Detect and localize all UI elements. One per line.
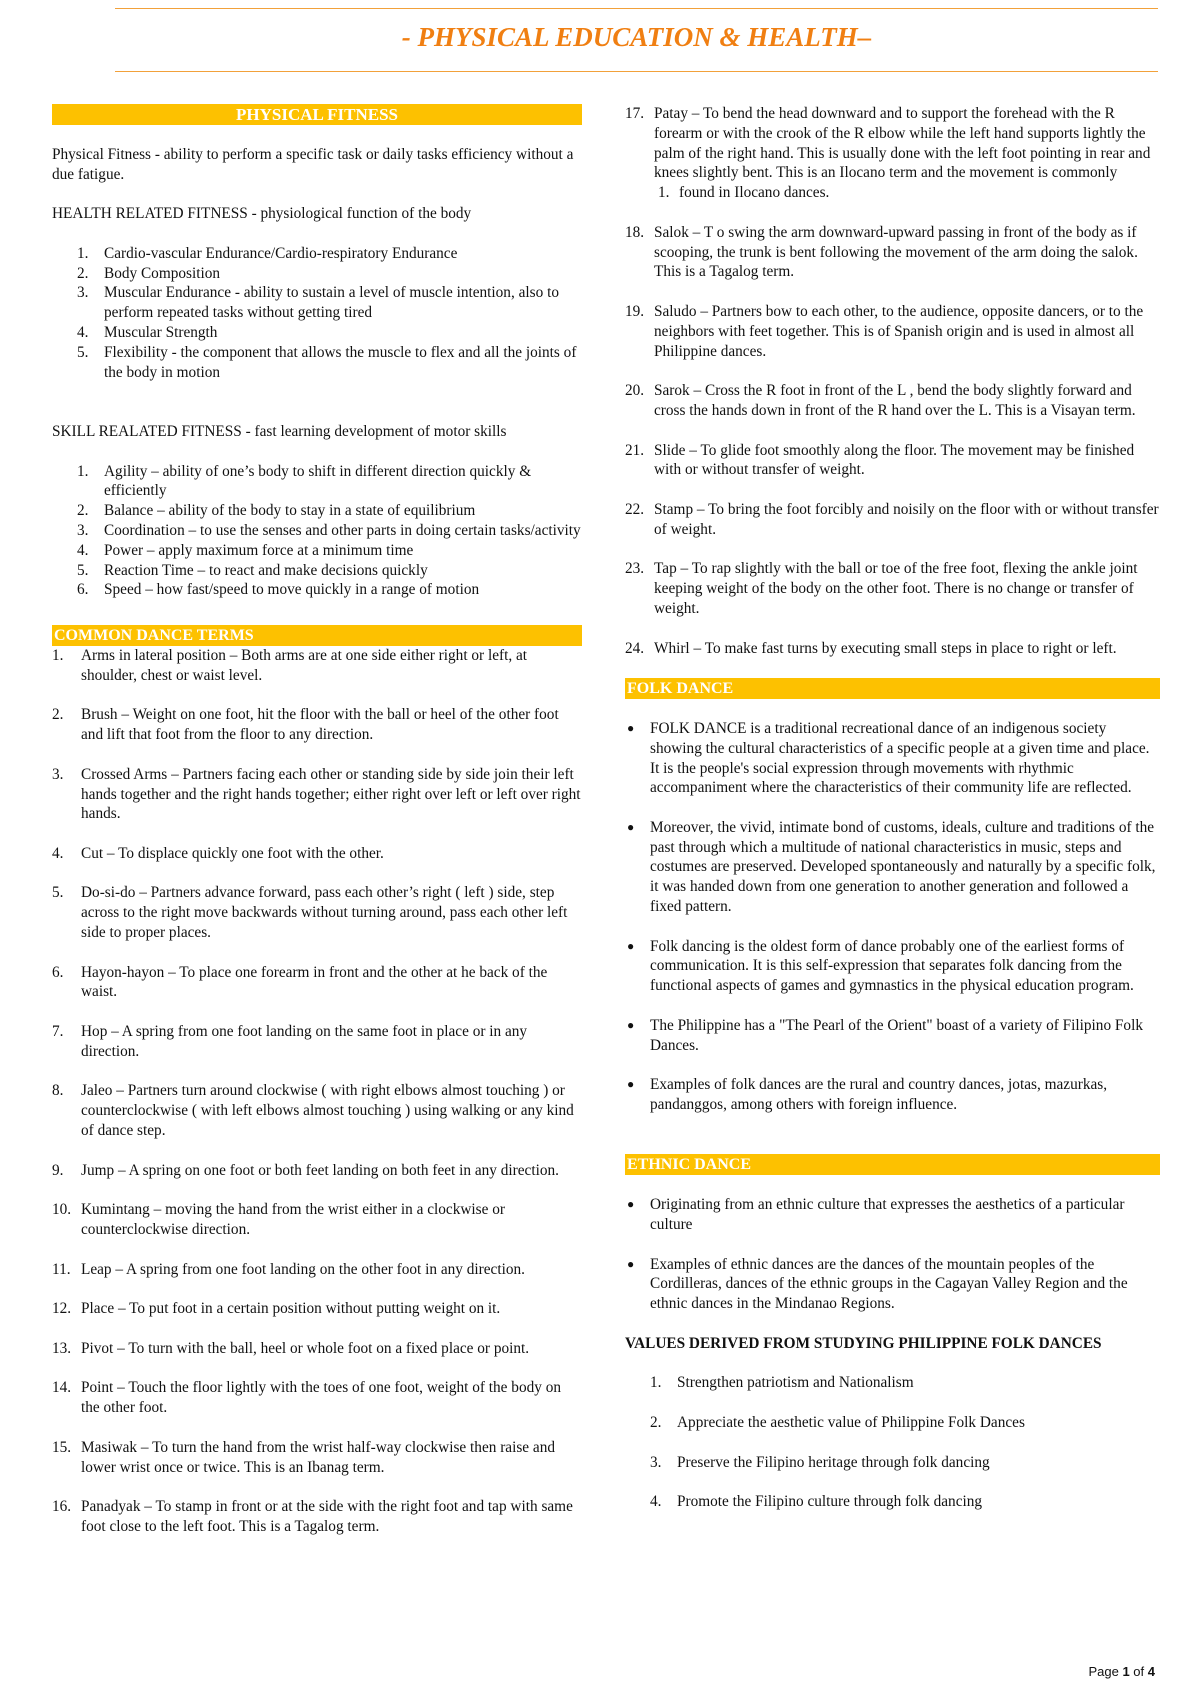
values-list	[625, 1373, 1160, 1512]
bullet-icon: ●	[627, 819, 635, 834]
list-item: 17. Patay – To bend the head downward and to support the forehead with the R forearm or with the crook of the R elbow while the left hand supports lightly the palm of the right hand. This is usually done with the left foot pointing in rear and knees slightly bent. This is an Ilocano term and the movement is commonly 1. found in Ilocano dances.	[625, 104, 1160, 203]
list-item: 9. Jump – A spring on one foot or both feet landing on both feet in any direction.	[52, 1161, 559, 1179]
list-item: ● FOLK DANCE is a traditional recreational dance of an indigenous society showing the cultural characteristics of a specific people at a given time and place. It is the people's social expression through movements with rhythmic accompaniment where the characteristics of their community life are reflected.	[627, 719, 1150, 797]
bullet-icon: ●	[627, 1077, 635, 1092]
list-item: 16. Panadyak – To stamp in front or at the side with the right foot and tap with same foot close to the left foot. This is a Tagalog term.	[52, 1498, 573, 1535]
list-item: 18. Salok – T o swing the arm downward-upward passing in front of the body as if scooping, the trunk is bent following the movement of the arm doing the salok. This is a Tagalog term.	[625, 223, 1138, 281]
bullet-icon: ●	[627, 1017, 635, 1032]
list-item: 13. Pivot – To turn with the ball, heel or whole foot on a fixed place or point.	[52, 1339, 530, 1357]
list-item: ● Examples of folk dances are the rural and country dances, jotas, mazurkas, pandanggos, among others with foreign influence.	[627, 1076, 1108, 1114]
list-item: 1. Arms in lateral position – Both arms are at one side either right or left, at shoulder, chest or waist level.	[52, 646, 528, 684]
list-item: 5. Do-si-do – Partners advance forward, pass each other’s right ( left ) side, step across to the right move backwards without turning around, pass each other left side to proper places.	[52, 884, 568, 942]
list-item: 15. Masiwak – To turn the hand from the wrist half-way clockwise then raise and lower wrist once or twice. This is an Ibanag term.	[52, 1438, 555, 1476]
skill-related-heading: SKILL REALATED FITNESS - fast learning development of motor skills	[52, 422, 507, 440]
list-item: 2. Appreciate the aesthetic value of Philippine Folk Dances	[650, 1414, 1025, 1431]
left-column	[52, 104, 582, 1537]
list-item: 2. Body Composition	[77, 264, 221, 282]
list-item: 2. Brush – Weight on one foot, hit the floor with the ball or heel of the other foot and lift that foot from the floor to any direction.	[52, 706, 559, 744]
list-item: 23. Tap – To rap slightly with the ball or toe of the free foot, flexing the ankle joint keeping weight of the body on the other foot. There is no change or transfer of weight.	[625, 560, 1138, 617]
list-item: ● Moreover, the vivid, intimate bond of customs, ideals, culture and traditions of the past through which a multitude of national characteristics in music, steps and costumes are preserved. Developed spontaneously and naturally by a specific folk, it was handed down from one generation to another generation and followed a fixed pattern.	[627, 818, 1156, 916]
header-bottom-rule	[115, 71, 1158, 72]
list-item: 3. Coordination – to use the senses and other parts in doing certain tasks/activity	[77, 521, 581, 539]
folk-dance-list	[625, 719, 1160, 1115]
physical-fitness-definition: Physical Fitness - ability to perform a specific task or daily tasks efficiency without a due fatigue.	[52, 145, 574, 183]
list-item: 1. found in Ilocano dances.	[658, 184, 830, 202]
list-item: 8. Jaleo – Partners turn around clockwise ( with right elbows almost touching ) or counterclockwise ( with left elbows almost touching ) using walking or any kind of dance step.	[52, 1082, 574, 1140]
skill-related-list	[52, 462, 582, 601]
health-related-list	[52, 244, 582, 383]
list-item: ● Originating from an ethnic culture that expresses the aesthetics of a particular culture	[627, 1196, 1125, 1234]
list-item: 1. Cardio-vascular Endurance/Cardio-respiratory Endurance	[77, 244, 458, 262]
header-top-rule	[115, 8, 1158, 9]
list-item: 5. Flexibility - the component that allows the muscle to flex and all the joints of the body in motion	[77, 343, 577, 381]
values-heading: VALUES DERIVED FROM STUDYING PHILIPPINE FOLK DANCES	[625, 1334, 1102, 1352]
page-title: - PHYSICAL EDUCATION & HEALTH–	[401, 22, 872, 52]
list-item: 1. Agility – ability of one’s body to shift in different direction quickly & efficiently	[77, 462, 532, 500]
list-item: 1. Strengthen patriotism and Nationalism	[650, 1374, 914, 1392]
dance-terms-heading: COMMON DANCE TERMS	[52, 625, 582, 646]
bullet-icon: ●	[627, 1197, 635, 1212]
dance-terms-list-continued	[625, 104, 1160, 658]
list-item: 3. Muscular Endurance - ability to sustain a level of muscle intention, also to perform repeated tasks without getting tired	[77, 284, 559, 322]
list-item: 10. Kumintang – moving the hand from the wrist either in a clockwise or counterclockwise direction.	[52, 1201, 505, 1239]
bullet-icon: ●	[627, 720, 635, 735]
list-item: 3. Preserve the Filipino heritage through folk dancing	[650, 1453, 990, 1471]
bullet-icon: ●	[627, 938, 635, 953]
list-item: 2. Balance – ability of the body to stay in a state of equilibrium	[77, 502, 476, 520]
list-item: ● Examples of ethnic dances are the dances of the mountain peoples of the Cordilleras, dances of the ethnic groups in the Cagayan Valley Region and the ethnic dances in the Mindanao Regions.	[627, 1255, 1128, 1313]
health-related-heading: HEALTH RELATED FITNESS - physiological function of the body	[52, 205, 472, 223]
list-item: 20. Sarok – Cross the R foot in front of the L , bend the body slightly forward and cross the hands down in front of the R hand over the L. This is a Visayan term.	[625, 382, 1136, 419]
list-item: 4. Muscular Strength	[77, 323, 218, 341]
folk-dance-heading: FOLK DANCE	[625, 678, 1160, 699]
list-item: 7. Hop – A spring from one foot landing on the same foot in place or in any direction.	[52, 1023, 528, 1060]
list-item: 21. Slide – To glide foot smoothly along the floor. The movement may be finished with or without transfer of weight.	[625, 441, 1135, 479]
ethnic-dance-heading: ETHNIC DANCE	[625, 1154, 1160, 1175]
list-item: 5. Reaction Time – to react and make decisions quickly	[77, 561, 428, 579]
list-item: 4. Cut – To displace quickly one foot with the other.	[52, 844, 384, 862]
page-number: Page 1 of 4	[1088, 1664, 1155, 1679]
list-item: 11. Leap – A spring from one foot landing on the other foot in any direction.	[52, 1260, 525, 1278]
list-item: ● The Philippine has a "The Pearl of the Orient" boast of a variety of Filipino Folk Dances.	[627, 1016, 1143, 1054]
bullet-icon: ●	[627, 1256, 635, 1271]
physical-fitness-heading: PHYSICAL FITNESS	[52, 104, 582, 125]
list-item: 14. Point – Touch the floor lightly with the toes of one foot, weight of the body on the other foot.	[52, 1379, 562, 1417]
list-item: ● Folk dancing is the oldest form of dance probably one of the earliest forms of communication. It is this self-expression that separates folk dancing from the functional aspects of games and gymnastics in the physical education program.	[627, 937, 1134, 995]
list-item: 22. Stamp – To bring the foot forcibly and noisily on the floor with or without transfer of weight.	[625, 500, 1159, 538]
list-item: 12. Place – To put foot in a certain position without putting weight on it.	[52, 1300, 501, 1318]
dance-terms-list	[52, 646, 582, 1537]
list-item: 24. Whirl – To make fast turns by executing small steps in place to right or left.	[625, 639, 1117, 657]
list-item: 3. Crossed Arms – Partners facing each other or standing side by side join their left hands together and the right hands together; either right over left or left over right hands.	[52, 765, 581, 823]
list-item: 6. Speed – how fast/speed to move quickly in a range of motion	[77, 581, 480, 599]
list-item: 6. Hayon-hayon – To place one forearm in front and the other at he back of the waist.	[52, 963, 548, 1001]
ethnic-dance-list	[625, 1195, 1160, 1314]
list-item: 19. Saludo – Partners bow to each other, to the audience, opposite dancers, or to the neighbors with feet together. This is of Spanish origin and is used in almost all Philippine dances.	[625, 302, 1144, 360]
right-column	[625, 104, 1160, 1512]
list-item: 4. Power – apply maximum force at a minimum time	[77, 541, 414, 559]
list-item: 4. Promote the Filipino culture through folk dancing	[650, 1493, 983, 1511]
